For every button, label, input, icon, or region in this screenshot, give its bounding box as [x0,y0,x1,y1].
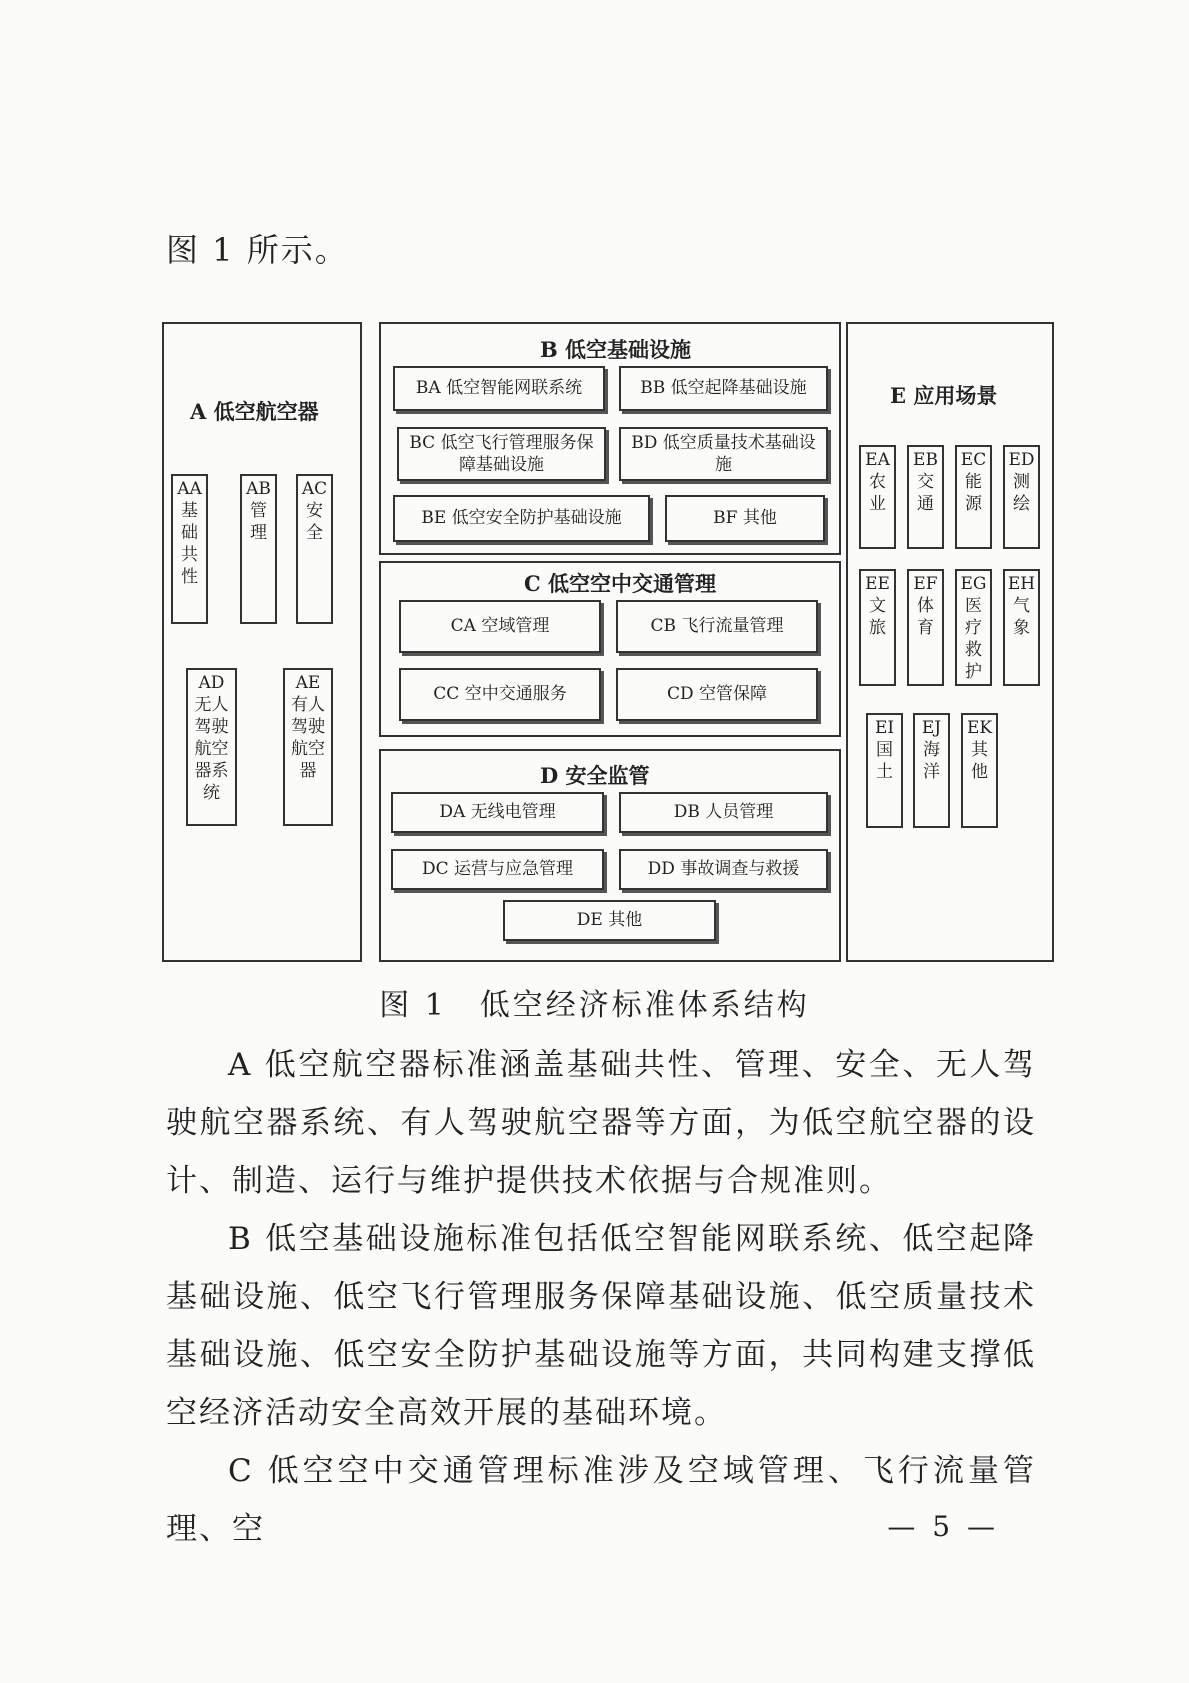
item-ea [859,445,896,549]
item-text: 气象 [1013,596,1030,639]
item-code: EJ [921,718,942,738]
item-cb: CB 飞行流量管理 [616,600,818,653]
item-text: 文旅 [869,596,886,639]
panel-e-title: E 应用场景 [890,383,998,408]
item-dc: DC 运营与应急管理 [391,849,604,890]
item-ed [1003,445,1040,549]
item-eg [955,569,992,686]
item-code: AB [246,479,271,499]
item-bc: BC 低空飞行管理服务保障基础设施 [397,427,606,481]
item-ab [240,474,277,624]
item-ef [907,569,944,686]
item-cc: CC 空中交通服务 [399,668,601,721]
paragraph-a: A 低空航空器标准涵盖基础共性、管理、安全、无人驾驶航空器系统、有人驾驶航空器等方面，为低空航空器的设计、制造、运行与维护提供技术依据与合规准则。 [166,1047,1036,1199]
item-text: 无人驾驶航空器系统 [194,695,229,804]
figure-caption: 图 1 低空经济标准体系结构 [379,988,810,1023]
item-text: 基础共性 [181,501,198,588]
item-text: 海洋 [923,740,940,783]
item-da: DA 无线电管理 [391,792,604,833]
item-ba: BA 低空智能网联系统 [393,366,605,411]
item-text: 体育 [917,596,934,639]
item-code: EC [960,450,987,470]
item-ee [859,569,896,686]
item-bb: BB 低空起降基础设施 [619,366,828,411]
panel-d-title: D 安全监管 [540,763,650,788]
item-text: 能源 [965,472,982,515]
item-code: AE [295,673,321,693]
panel-a-title: A 低空航空器 [190,399,319,424]
item-text: 安全 [306,501,323,544]
item-code: EE [865,574,890,594]
page-number: — 5 — [887,1510,999,1543]
item-text: 农业 [869,472,886,515]
item-bf: BF 其他 [665,495,825,542]
item-aa [171,474,208,624]
item-ac [296,474,333,624]
item-text: 交通 [917,472,934,515]
item-code: EG [960,574,987,594]
item-text: 其他 [971,740,988,783]
item-code: AD [198,673,225,693]
item-text: 测绘 [1013,472,1030,515]
item-ca: CA 空域管理 [399,600,601,653]
item-code: ED [1008,450,1035,470]
lead-text: 图 1 所示。 [166,231,349,269]
item-code: EH [1007,574,1036,594]
item-code: AC [301,479,328,499]
item-eb [907,445,944,549]
item-bd: BD 低空质量技术基础设施 [619,427,828,481]
panel-c-title: C 低空空中交通管理 [524,571,717,596]
item-ei [866,713,903,828]
item-be: BE 低空安全防护基础设施 [393,495,650,542]
item-code: AA [177,479,202,499]
item-text: 医疗救护 [965,596,982,683]
item-code: EF [913,574,938,594]
item-db: DB 人员管理 [619,792,828,833]
item-code: EB [913,450,938,470]
item-eh [1003,569,1040,686]
item-ad [186,668,237,826]
item-text: 国土 [876,740,893,783]
item-ae [283,668,333,826]
item-ej [913,713,950,828]
item-dd: DD 事故调查与救援 [619,849,828,890]
item-de: DE 其他 [503,900,716,941]
paragraph-c: C 低空空中交通管理标准涉及空域管理、飞行流量管理、空 [166,1453,1036,1547]
item-ek [961,713,998,828]
item-text: 管理 [250,501,267,544]
panel-b-title: B 低空基础设施 [540,337,692,362]
paragraph-b: B 低空基础设施标准包括低空智能网联系统、低空起降基础设施、低空飞行管理服务保障基础设施、低空质量技术基础设施、低空安全防护基础设施等方面，共同构建支撑低空经济活动安全高效开展的基础环境。 [166,1221,1036,1431]
item-cd: CD 空管保障 [616,668,818,721]
item-ec [955,445,992,549]
item-text: 有人驾驶航空器 [291,695,325,782]
item-code: EA [865,450,890,470]
item-code: EK [966,718,993,738]
item-code: EI [874,718,895,738]
